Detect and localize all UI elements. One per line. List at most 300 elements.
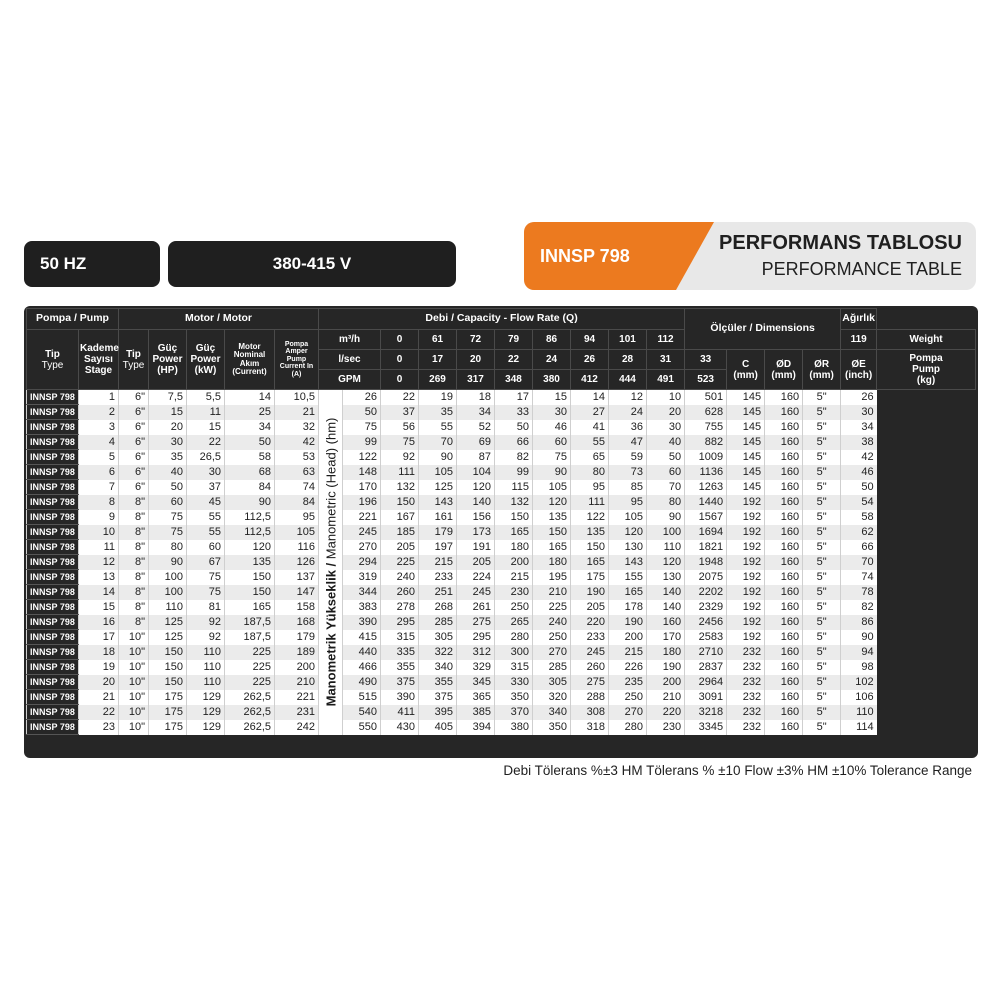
- table-cell: 59: [609, 450, 647, 465]
- table-cell: 160: [765, 585, 803, 600]
- table-cell: 67: [187, 555, 225, 570]
- table-cell: 110: [187, 645, 225, 660]
- table-cell: 6": [119, 435, 149, 450]
- table-cell: 6": [119, 450, 149, 465]
- table-cell: 36: [609, 420, 647, 435]
- table-cell: 5": [803, 525, 841, 540]
- table-cell: 50: [225, 435, 275, 450]
- table-cell: 235: [609, 675, 647, 690]
- col-amp-l2: Amper: [285, 348, 308, 356]
- table-row: [27, 660, 976, 675]
- table-cell: 5: [79, 450, 119, 465]
- table-cell: 74: [841, 570, 877, 585]
- table-row: [27, 585, 976, 600]
- row-type-label: INNSP 798: [27, 450, 79, 465]
- table-cell: 319: [343, 570, 381, 585]
- model-name: INNSP 798: [540, 246, 630, 266]
- table-cell: 160: [765, 390, 803, 405]
- table-cell: 55: [187, 510, 225, 525]
- table-cell: 245: [343, 525, 381, 540]
- table-cell: 180: [533, 555, 571, 570]
- col-w-l1: Pompa: [909, 353, 943, 364]
- table-row: [27, 405, 976, 420]
- table-cell: 55: [187, 525, 225, 540]
- table-cell: 129: [187, 690, 225, 705]
- table-cell: 34: [841, 420, 877, 435]
- table-cell: 145: [727, 450, 765, 465]
- table-cell: 7,5: [149, 390, 187, 405]
- table-cell: 8": [119, 570, 149, 585]
- table-cell: 8": [119, 525, 149, 540]
- table-cell: 90: [419, 450, 457, 465]
- table-cell: 13: [79, 570, 119, 585]
- table-cell: 192: [727, 600, 765, 615]
- col-dim-d: [765, 350, 803, 390]
- table-cell: 270: [609, 705, 647, 720]
- table-cell: 90: [533, 465, 571, 480]
- table-cell: 150: [225, 570, 275, 585]
- table-cell: 411: [381, 705, 419, 720]
- col-d-l1: ØD: [776, 358, 792, 370]
- table-cell: 8": [119, 540, 149, 555]
- table-cell: 30: [187, 465, 225, 480]
- table-cell: 147: [275, 585, 319, 600]
- table-cell: 150: [571, 540, 609, 555]
- table-cell: 21: [79, 690, 119, 705]
- table-cell: 210: [647, 690, 685, 705]
- table-cell: 315: [381, 630, 419, 645]
- table-cell: 50: [343, 405, 381, 420]
- table-cell: 150: [225, 585, 275, 600]
- table-cell: 84: [225, 480, 275, 495]
- table-cell: 1: [79, 390, 119, 405]
- table-cell: 35: [149, 450, 187, 465]
- table-cell: 110: [647, 540, 685, 555]
- table-cell: 125: [149, 630, 187, 645]
- table-row: [27, 615, 976, 630]
- row-type-label: INNSP 798: [27, 585, 79, 600]
- col-kw-l1: Güç: [195, 343, 216, 354]
- table-cell: 7: [79, 480, 119, 495]
- table-cell: 160: [765, 630, 803, 645]
- group-weight-b: Weight: [877, 330, 976, 350]
- table-cell: 65: [571, 450, 609, 465]
- table-cell: 55: [571, 435, 609, 450]
- table-cell: 6": [119, 420, 149, 435]
- table-cell: 415: [343, 630, 381, 645]
- col-hp-l1: Güç: [157, 343, 178, 354]
- table-cell: 112,5: [225, 510, 275, 525]
- table-cell: 200: [609, 630, 647, 645]
- table-cell: 145: [727, 435, 765, 450]
- table-cell: 192: [727, 495, 765, 510]
- table-cell: 501: [685, 390, 727, 405]
- row-type-label: INNSP 798: [27, 570, 79, 585]
- table-cell: 160: [765, 420, 803, 435]
- table-cell: 285: [419, 615, 457, 630]
- table-cell: 37: [187, 480, 225, 495]
- table-row: [27, 555, 976, 570]
- table-cell: 191: [457, 540, 495, 555]
- table-cell: 5": [803, 705, 841, 720]
- table-cell: 160: [765, 435, 803, 450]
- table-cell: 17: [79, 630, 119, 645]
- col-amp-l5: (A): [291, 370, 302, 378]
- table-cell: 135: [533, 510, 571, 525]
- table-cell: 20: [149, 420, 187, 435]
- table-cell: 268: [419, 600, 457, 615]
- table-cell: 150: [381, 495, 419, 510]
- table-cell: 90: [841, 630, 877, 645]
- table-row: [27, 630, 976, 645]
- table-cell: 104: [457, 465, 495, 480]
- table-cell: 2456: [685, 615, 727, 630]
- col-power-kw: [187, 330, 225, 390]
- table-cell: 16: [79, 615, 119, 630]
- row-type-label: INNSP 798: [27, 705, 79, 720]
- row-type-label: INNSP 798: [27, 615, 79, 630]
- table-cell: 6": [119, 405, 149, 420]
- table-cell: 294: [343, 555, 381, 570]
- table-cell: 8": [119, 615, 149, 630]
- flow-gpm-4: 380: [533, 370, 571, 390]
- table-row: [27, 510, 976, 525]
- table-cell: 50: [149, 480, 187, 495]
- table-cell: 110: [149, 600, 187, 615]
- table-cell: 69: [457, 435, 495, 450]
- table-cell: 22: [381, 390, 419, 405]
- table-cell: 150: [495, 510, 533, 525]
- table-cell: 10": [119, 690, 149, 705]
- table-cell: 385: [457, 705, 495, 720]
- table-cell: 215: [495, 570, 533, 585]
- table-cell: 6": [119, 480, 149, 495]
- table-cell: 5": [803, 435, 841, 450]
- table-cell: 440: [343, 645, 381, 660]
- unit-m3h: m³/h: [319, 330, 381, 350]
- table-row: [27, 465, 976, 480]
- col-stage-l3: Stage: [84, 365, 113, 376]
- table-cell: 135: [225, 555, 275, 570]
- table-cell: 75: [149, 525, 187, 540]
- table-cell: 9: [79, 510, 119, 525]
- table-cell: 160: [647, 615, 685, 630]
- table-cell: 189: [275, 645, 319, 660]
- table-cell: 160: [765, 555, 803, 570]
- table-cell: 5": [803, 390, 841, 405]
- col-w-l3: (kg): [916, 375, 936, 386]
- row-type-label: INNSP 798: [27, 405, 79, 420]
- table-cell: 270: [533, 645, 571, 660]
- table-cell: 105: [419, 465, 457, 480]
- group-dimensions: Ölçüler / Dimensions: [685, 309, 841, 350]
- flow-lsec-6: 28: [609, 350, 647, 370]
- table-cell: 300: [495, 645, 533, 660]
- table-cell: 60: [149, 495, 187, 510]
- table-cell: 10": [119, 630, 149, 645]
- table-cell: 205: [457, 555, 495, 570]
- table-cell: 305: [419, 630, 457, 645]
- table-cell: 15: [79, 600, 119, 615]
- table-cell: 355: [419, 675, 457, 690]
- col-amp-l3: Pump: [286, 355, 307, 363]
- table-cell: 58: [225, 450, 275, 465]
- table-cell: 240: [381, 570, 419, 585]
- table-cell: 122: [343, 450, 381, 465]
- table-cell: 6: [79, 465, 119, 480]
- col-r-l1: ØR: [814, 358, 830, 370]
- table-cell: 145: [727, 420, 765, 435]
- table-cell: 10": [119, 645, 149, 660]
- table-cell: 262,5: [225, 720, 275, 735]
- table-cell: 160: [765, 465, 803, 480]
- table-cell: 192: [727, 555, 765, 570]
- table-cell: 80: [571, 465, 609, 480]
- table-cell: 92: [381, 450, 419, 465]
- table-cell: 170: [647, 630, 685, 645]
- table-cell: 160: [765, 570, 803, 585]
- row-type-label: INNSP 798: [27, 480, 79, 495]
- table-cell: 156: [457, 510, 495, 525]
- flow-m3h-8: 119: [841, 330, 877, 350]
- flow-gpm-2: 317: [457, 370, 495, 390]
- table-cell: 75: [187, 585, 225, 600]
- table-row: [27, 645, 976, 660]
- table-cell: 106: [841, 690, 877, 705]
- table-cell: 18: [79, 645, 119, 660]
- table-cell: 230: [495, 585, 533, 600]
- col-dim-c: [727, 350, 765, 390]
- table-cell: 110: [841, 705, 877, 720]
- table-cell: 225: [225, 675, 275, 690]
- table-cell: 430: [381, 720, 419, 735]
- table-cell: 1263: [685, 480, 727, 495]
- title-turkish: PERFORMANS TABLOSU: [719, 232, 962, 254]
- table-cell: 20: [647, 405, 685, 420]
- table-cell: 245: [457, 585, 495, 600]
- table-cell: 75: [381, 435, 419, 450]
- table-cell: 143: [609, 555, 647, 570]
- table-cell: 111: [571, 495, 609, 510]
- table-cell: 15: [187, 420, 225, 435]
- table-cell: 288: [571, 690, 609, 705]
- table-cell: 81: [187, 600, 225, 615]
- table-cell: 99: [343, 435, 381, 450]
- row-type-label: INNSP 798: [27, 675, 79, 690]
- table-cell: 8": [119, 600, 149, 615]
- table-cell: 145: [727, 390, 765, 405]
- table-cell: 245: [571, 645, 609, 660]
- table-cell: 5": [803, 405, 841, 420]
- table-cell: 540: [343, 705, 381, 720]
- table-cell: 11: [187, 405, 225, 420]
- table-cell: 41: [571, 420, 609, 435]
- table-body: [27, 390, 976, 735]
- table-cell: 394: [457, 720, 495, 735]
- table-cell: 175: [149, 720, 187, 735]
- table-cell: 125: [149, 615, 187, 630]
- row-type-label: INNSP 798: [27, 645, 79, 660]
- table-cell: 350: [533, 720, 571, 735]
- table-cell: 160: [765, 525, 803, 540]
- table-cell: 6": [119, 465, 149, 480]
- table-cell: 10": [119, 660, 149, 675]
- table-cell: 3218: [685, 705, 727, 720]
- table-cell: 30: [647, 420, 685, 435]
- col-kw-l3: (kW): [194, 365, 217, 376]
- table-cell: 3: [79, 420, 119, 435]
- table-cell: 15: [149, 405, 187, 420]
- table-cell: 165: [225, 600, 275, 615]
- table-cell: 27: [571, 405, 609, 420]
- col-power-hp: [149, 330, 187, 390]
- table-cell: 161: [419, 510, 457, 525]
- table-cell: 75: [187, 570, 225, 585]
- table-cell: 115: [495, 480, 533, 495]
- table-cell: 110: [187, 660, 225, 675]
- table-cell: 160: [765, 645, 803, 660]
- table-cell: 221: [343, 510, 381, 525]
- table-cell: 5": [803, 480, 841, 495]
- table-row: [27, 690, 976, 705]
- table-cell: 160: [765, 495, 803, 510]
- table-cell: 192: [727, 585, 765, 600]
- flow-lsec-7: 31: [647, 350, 685, 370]
- table-cell: 261: [457, 600, 495, 615]
- table-cell: 68: [225, 465, 275, 480]
- table-cell: 5": [803, 675, 841, 690]
- table-cell: 1009: [685, 450, 727, 465]
- flow-lsec-0: 0: [381, 350, 419, 370]
- table-cell: 340: [419, 660, 457, 675]
- table-cell: 32: [275, 420, 319, 435]
- table-cell: 390: [381, 690, 419, 705]
- table-cell: 355: [381, 660, 419, 675]
- table-cell: 150: [149, 660, 187, 675]
- table-cell: 60: [647, 465, 685, 480]
- table-cell: 170: [343, 480, 381, 495]
- table-cell: 160: [765, 540, 803, 555]
- flow-gpm-8: 523: [685, 370, 727, 390]
- title-banner: [524, 222, 976, 290]
- table-cell: 2: [79, 405, 119, 420]
- table-cell: 5": [803, 660, 841, 675]
- table-cell: 132: [381, 480, 419, 495]
- table-cell: 275: [457, 615, 495, 630]
- table-cell: 46: [533, 420, 571, 435]
- row-type-label: INNSP 798: [27, 555, 79, 570]
- table-cell: 5": [803, 630, 841, 645]
- table-cell: 405: [419, 720, 457, 735]
- table-cell: 1694: [685, 525, 727, 540]
- table-cell: 200: [495, 555, 533, 570]
- col-hp-l2: Power: [152, 354, 183, 365]
- table-cell: 192: [727, 540, 765, 555]
- table-cell: 220: [647, 705, 685, 720]
- table-cell: 180: [647, 645, 685, 660]
- col-amp-l1: Pompa: [284, 341, 309, 349]
- table-cell: 190: [609, 615, 647, 630]
- table-cell: 160: [765, 690, 803, 705]
- table-cell: 26: [841, 390, 877, 405]
- table-cell: 329: [457, 660, 495, 675]
- col-tip-sub: Type: [41, 359, 64, 371]
- table-cell: 210: [275, 675, 319, 690]
- table-cell: 145: [727, 465, 765, 480]
- row-type-label: INNSP 798: [27, 465, 79, 480]
- table-cell: 30: [149, 435, 187, 450]
- table-cell: 14: [571, 390, 609, 405]
- col-nominal-current: [225, 330, 275, 390]
- table-cell: 8: [79, 495, 119, 510]
- table-cell: 345: [457, 675, 495, 690]
- table-cell: 120: [225, 540, 275, 555]
- table-cell: 129: [187, 720, 225, 735]
- table-cell: 278: [381, 600, 419, 615]
- table-cell: 66: [495, 435, 533, 450]
- table-cell: 75: [343, 420, 381, 435]
- table-cell: 150: [149, 675, 187, 690]
- table-cell: 466: [343, 660, 381, 675]
- table-cell: 24: [609, 405, 647, 420]
- tolerance-note: Debi Tölerans %±3 HM Tölerans % ±10 Flow ±3% HM ±10% Tolerance Range: [503, 763, 972, 778]
- table-cell: 100: [647, 525, 685, 540]
- table-cell: 150: [533, 525, 571, 540]
- table-cell: 74: [275, 480, 319, 495]
- table-cell: 114: [841, 720, 877, 735]
- col-e-l1: ØE: [851, 358, 866, 370]
- table-cell: 132: [495, 495, 533, 510]
- table-cell: 232: [727, 660, 765, 675]
- table-cell: 160: [765, 615, 803, 630]
- table-cell: 37: [381, 405, 419, 420]
- table-cell: 5": [803, 585, 841, 600]
- table-cell: 1567: [685, 510, 727, 525]
- table-cell: 140: [647, 585, 685, 600]
- table-cell: 8": [119, 510, 149, 525]
- table-cell: 2075: [685, 570, 727, 585]
- table-cell: 95: [609, 495, 647, 510]
- table-cell: 100: [149, 570, 187, 585]
- table-cell: 280: [495, 630, 533, 645]
- col-stage: [79, 330, 119, 390]
- table-cell: 251: [419, 585, 457, 600]
- table-row: [27, 495, 976, 510]
- table-cell: 167: [381, 510, 419, 525]
- table-cell: 22: [79, 705, 119, 720]
- table-cell: 140: [647, 600, 685, 615]
- table-cell: 160: [765, 480, 803, 495]
- table-cell: 344: [343, 585, 381, 600]
- table-cell: 75: [533, 450, 571, 465]
- table-cell: 187,5: [225, 630, 275, 645]
- table-cell: 148: [343, 465, 381, 480]
- table-cell: 197: [419, 540, 457, 555]
- table-cell: 140: [457, 495, 495, 510]
- table-cell: 187,5: [225, 615, 275, 630]
- flow-m3h-4: 86: [533, 330, 571, 350]
- table-cell: 232: [727, 705, 765, 720]
- col-motor-tip: [119, 330, 149, 390]
- table-cell: 120: [609, 525, 647, 540]
- table-cell: 375: [381, 675, 419, 690]
- table-cell: 125: [419, 480, 457, 495]
- table-cell: 192: [727, 525, 765, 540]
- table-cell: 365: [457, 690, 495, 705]
- table-cell: 882: [685, 435, 727, 450]
- row-type-label: INNSP 798: [27, 435, 79, 450]
- table-cell: 280: [609, 720, 647, 735]
